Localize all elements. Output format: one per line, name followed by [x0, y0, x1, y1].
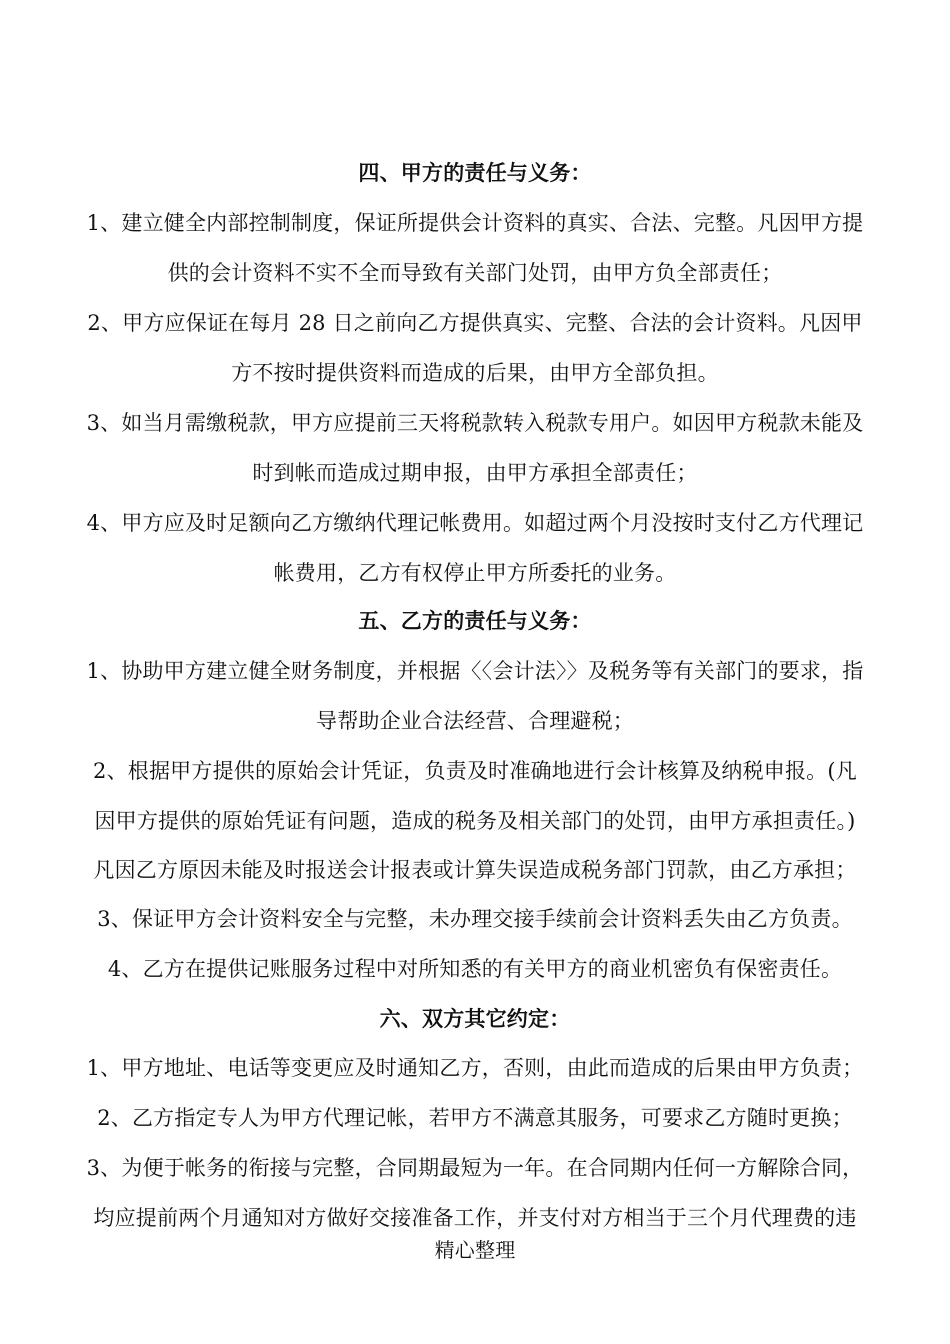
- section4-line-5: 3、如当月需缴税款，甲方应提前三天将税款转入税款专用户。如因甲方税款未能及: [86, 411, 864, 435]
- section5-line-1: 1、协助甲方建立健全财务制度，并根据〈〈会计法〉〉及税务等有关部门的要求，指: [86, 659, 864, 683]
- section4-line-1: 1、建立健全内部控制制度，保证所提供会计资料的真实、合法、完整。凡因甲方提: [86, 211, 864, 235]
- section4-line-6: 时到帐而造成过期申报，由甲方承担全部责任；: [252, 461, 698, 485]
- section5-line-3: 2、根据甲方提供的原始会计凭证，负责及时准确地进行会计核算及纳税申报。(凡: [93, 759, 857, 783]
- section5-heading: 五、乙方的责任与义务：: [358, 608, 592, 633]
- section6-line-1: 1、甲方地址、电话等变更应及时通知乙方，否则，由此而造成的后果由甲方负责；: [86, 1056, 864, 1080]
- section4-line-7: 4、甲方应及时足额向乙方缴纳代理记帐费用。如超过两个月没按时支付乙方代理记: [86, 511, 864, 535]
- section5-line-7: 4、乙方在提供记账服务过程中对所知悉的有关甲方的商业机密负有保密责任。: [107, 957, 843, 981]
- footer-text: 精心整理: [434, 1238, 516, 1262]
- section6-line-3: 3、为便于帐务的衔接与完整，合同期最短为一年。在合同期内任何一方解除合同，: [86, 1156, 864, 1180]
- section5-line-4: 因甲方提供的原始凭证有问题，造成的税务及相关部门的处罚，由甲方承担责任。): [94, 809, 856, 833]
- section5-line-6: 3、保证甲方会计资料安全与完整，未办理交接手续前会计资料丢失由乙方负责。: [97, 907, 853, 931]
- section5-line-2: 导帮助企业合法经营、合理避税；: [316, 709, 634, 733]
- section4-line-2: 供的会计资料不实不全而导致有关部门处罚，由甲方负全部责任；: [167, 261, 783, 285]
- section5-line-5: 凡因乙方原因未能及时报送会计报表或计算失误造成税务部门罚款，由乙方承担；: [93, 858, 857, 882]
- section6-heading: 六、双方其它约定：: [379, 1006, 571, 1031]
- section4-heading: 四、甲方的责任与义务：: [358, 160, 592, 185]
- section4-line-4: 方不按时提供资料而造成的后果，由甲方全部负担。: [231, 361, 719, 385]
- section4-line-3: 2、甲方应保证在每月 28 日之前向乙方提供真实、完整、合法的会计资料。凡因甲: [87, 311, 863, 335]
- section6-line-2: 2、乙方指定专人为甲方代理记帐，若甲方不满意其服务，可要求乙方随时更换；: [97, 1106, 853, 1130]
- section6-line-4: 均应提前两个月通知对方做好交接准备工作，并支付对方相当于三个月代理费的违: [93, 1206, 857, 1230]
- section4-line-8: 帐费用，乙方有权停止甲方所委托的业务。: [273, 561, 677, 585]
